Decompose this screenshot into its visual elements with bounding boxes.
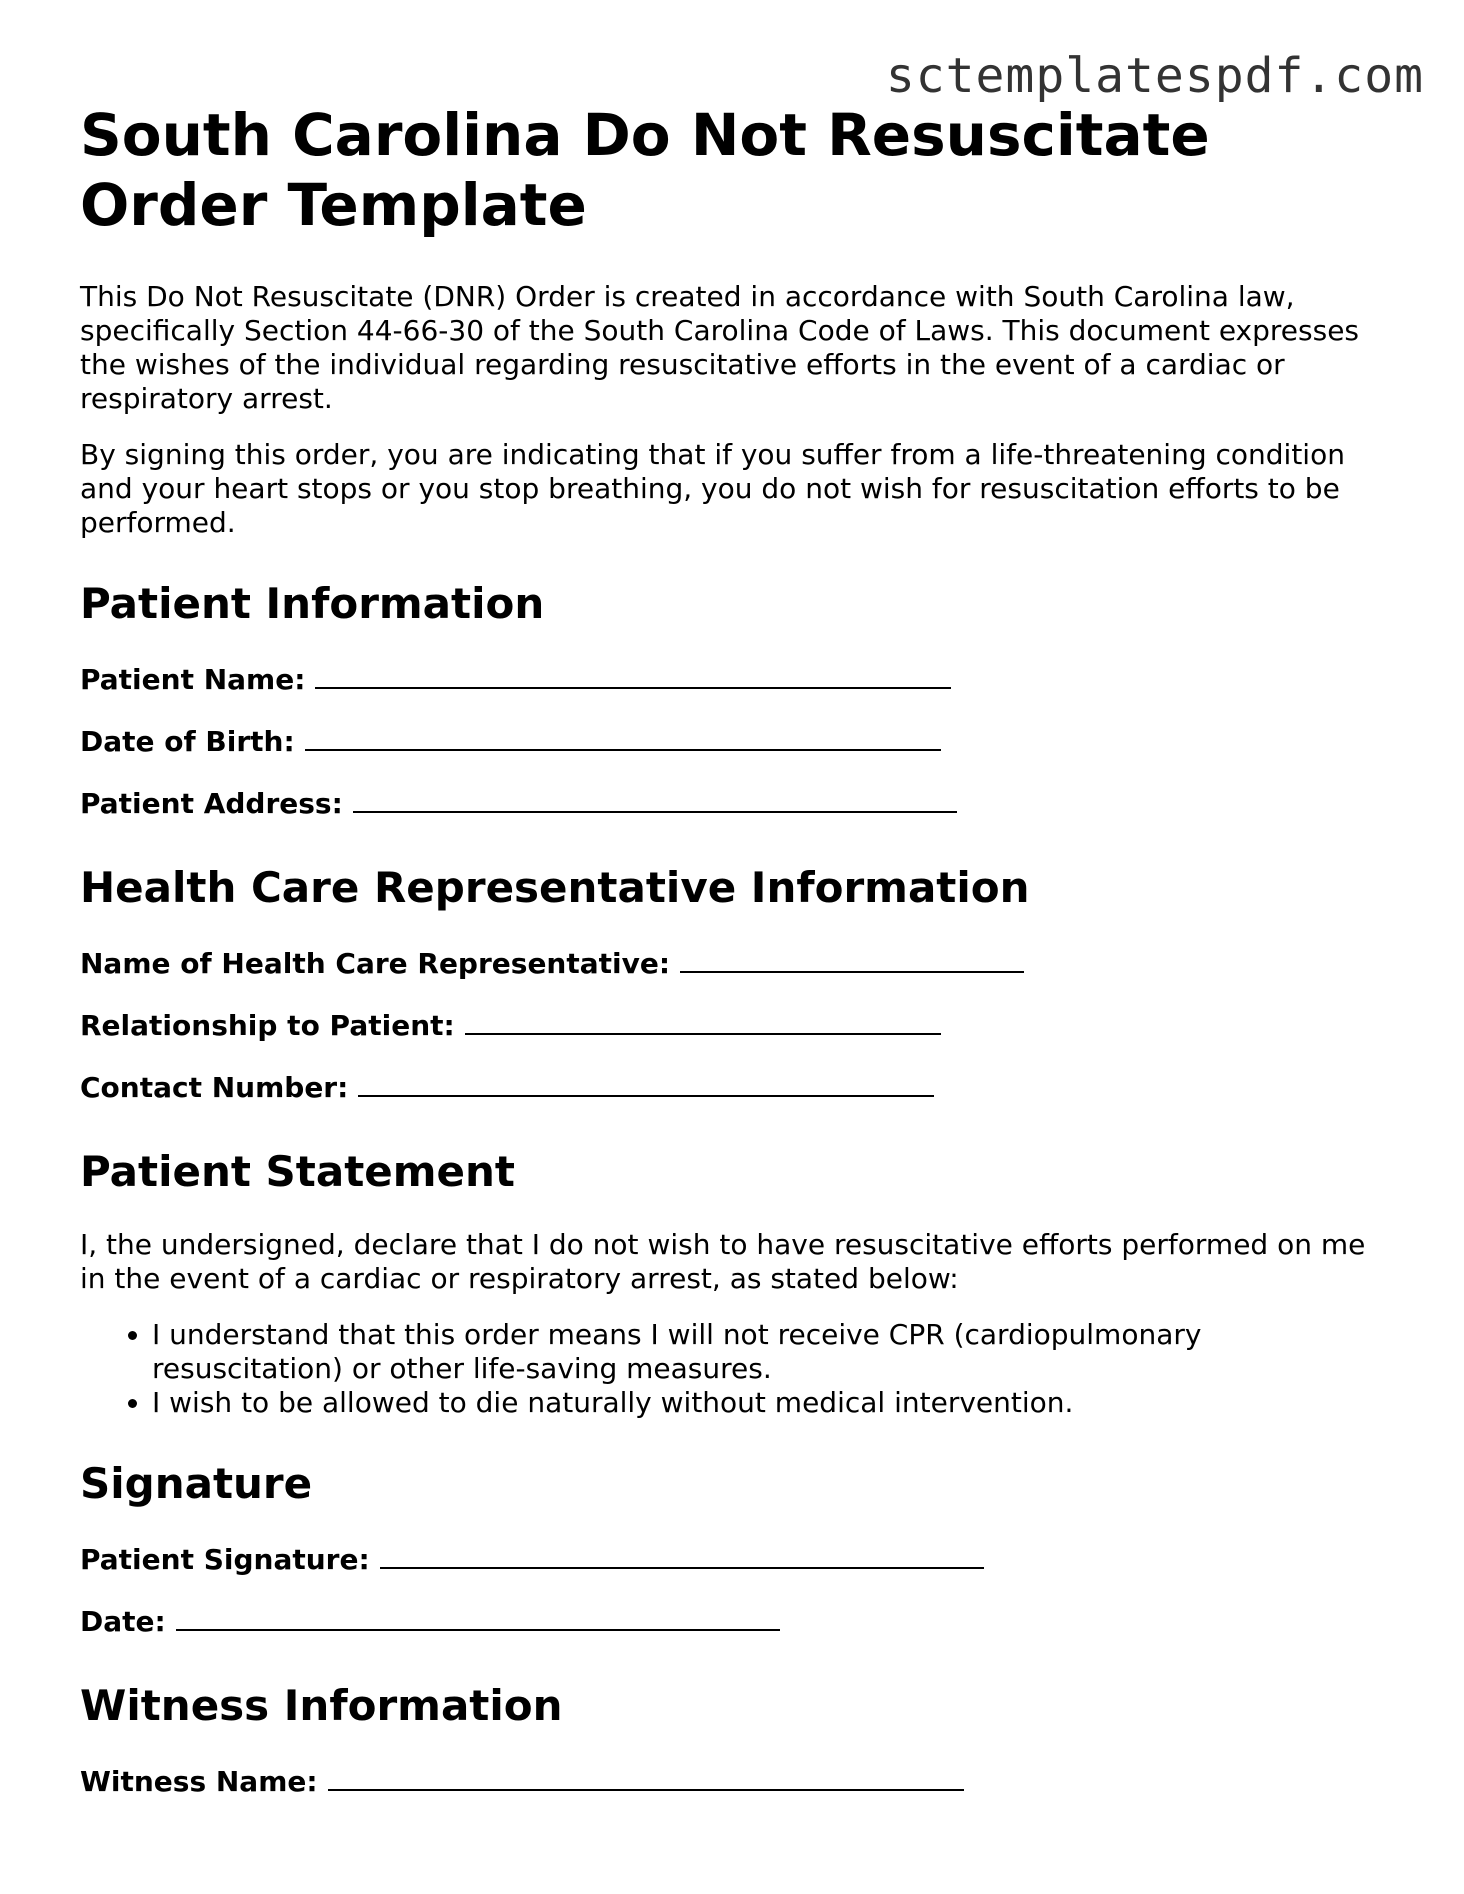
representative-heading: Health Care Representative Information (80, 863, 1030, 912)
list-item: • I understand that this order means I will not receive CPR (cardiopulmonary resuscitation) or other life-saving measures. (152, 1318, 1390, 1386)
intro-paragraph-1: This Do Not Resuscitate (DNR) Order is created in accordance with South Carolina law, specifically Section 44-66-30 of the South Carolina Code of Laws. This document expresses the wishes of the individual regarding resuscitative efforts in the event of a cardiac or respiratory arrest. (80, 280, 1360, 415)
patient-signature-label: Patient Signature: (80, 1543, 370, 1576)
patient-signature-field (80, 1540, 1390, 1580)
contact-number-input-line[interactable] (358, 1071, 934, 1097)
witness-name-label: Witness Name: (80, 1765, 318, 1798)
patient-address-label: Patient Address: (80, 787, 343, 820)
list-item: • I wish to be allowed to die naturally without medical intervention. (152, 1386, 1390, 1420)
document-page (80, 100, 1390, 1824)
date-of-birth-input-line[interactable] (305, 725, 941, 751)
signature-date-input-line[interactable] (176, 1605, 780, 1631)
representative-name-input-line[interactable] (680, 947, 1024, 973)
witness-name-input-line[interactable] (328, 1765, 964, 1791)
document-title: South Carolina Do Not Resuscitate Order Template (80, 101, 1210, 239)
date-of-birth-field (80, 722, 1390, 762)
date-of-birth-label: Date of Birth: (80, 725, 295, 758)
patient-address-input-line[interactable] (353, 787, 957, 813)
intro-paragraph-2: By signing this order, you are indicating that if you suffer from a life-threatening condition and your heart stops or you stop breathing, you do not wish for resuscitation efforts to be performed. (80, 438, 1345, 539)
statement-heading: Patient Statement (80, 1147, 516, 1196)
patient-info-heading: Patient Information (80, 579, 545, 628)
signature-heading: Signature (80, 1459, 313, 1508)
relationship-label: Relationship to Patient: (80, 1009, 455, 1042)
patient-name-label: Patient Name: (80, 663, 306, 696)
relationship-field (80, 1006, 1390, 1046)
contact-number-field (80, 1068, 1390, 1108)
relationship-input-line[interactable] (465, 1009, 941, 1035)
patient-name-input-line[interactable] (315, 663, 951, 689)
contact-number-label: Contact Number: (80, 1071, 349, 1104)
statement-text: I, the undersigned, declare that I do not wish to have resuscitative efforts performed on me in the event of a cardiac or respiratory arrest, as stated below: (80, 1228, 1366, 1295)
signature-date-label: Date: (80, 1605, 166, 1638)
representative-name-field (80, 944, 1390, 984)
site-watermark: sctemplatespdf.com (885, 48, 1424, 104)
witness-name-field (80, 1762, 1390, 1802)
patient-address-field (80, 784, 1390, 824)
representative-name-label: Name of Health Care Representative: (80, 947, 671, 980)
signature-date-field (80, 1602, 1390, 1642)
statement-list (80, 1318, 1390, 1420)
patient-name-field (80, 660, 1390, 700)
patient-signature-input-line[interactable] (380, 1543, 984, 1569)
witness-heading: Witness Information (80, 1681, 563, 1730)
